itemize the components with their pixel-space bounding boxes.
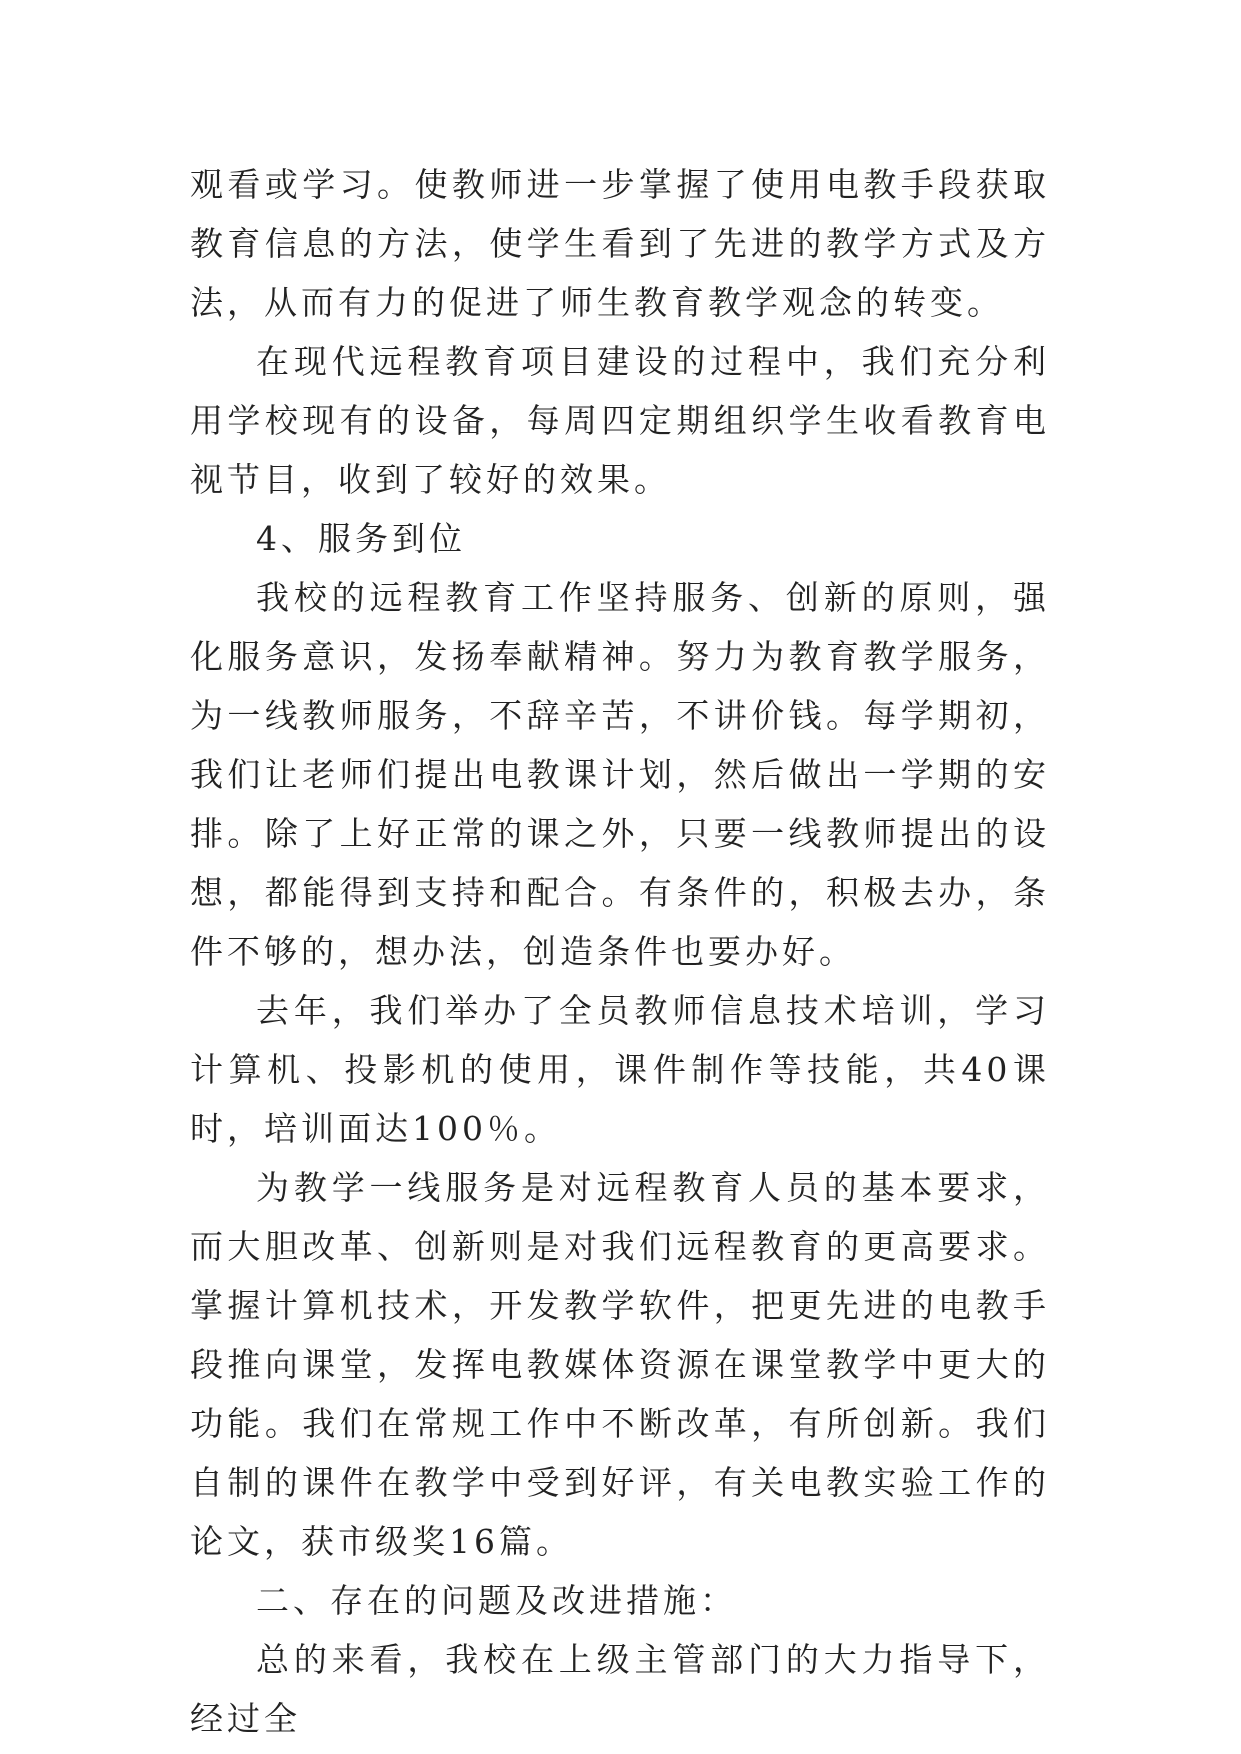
section-heading-service: 4、服务到位 [256,519,466,558]
section-heading-problems: 二、存在的问题及改进措施： [256,1581,737,1620]
paragraph-1: 观看或学习。使教师进一步掌握了使用电教手段获取教育信息的方法，使学生看到了先进的教学方式及方法，从而有力的促进了师生教育教学观念的转变。 [190,165,1050,322]
paragraph-2: 在现代远程教育项目建设的过程中，我们充分利用学校现有的设备，每周四定期组织学生收看教育电视节目，收到了较好的效果。 [190,342,1050,499]
paragraph-4: 去年，我们举办了全员教师信息技术培训，学习计算机、投影机的使用，课件制作等技能，共40课时，培训面达100％。 [190,991,1050,1148]
paragraph-6: 总的来看，我校在上级主管部门的大力指导下，经过全 [190,1640,1050,1738]
document-body [190,155,1050,1748]
paragraph-5: 为教学一线服务是对远程教育人员的基本要求，而大胆改革、创新则是对我们远程教育的更高要求。掌握计算机技术，开发教学软件，把更先进的电教手段推向课堂，发挥电教媒体资源在课堂教学中更大的功能。我们在常规工作中不断改革，有所创新。我们自制的课件在教学中受到好评，有关电教实验工作的论文，获市级奖16篇。 [190,1168,1050,1561]
paragraph-3: 我校的远程教育工作坚持服务、创新的原则，强化服务意识，发扬奉献精神。努力为教育教学服务，为一线教师服务，不辞辛苦，不讲价钱。每学期初，我们让老师们提出电教课计划，然后做出一学期的安排。除了上好正常的课之外，只要一线教师提出的设想，都能得到支持和配合。有条件的，积极去办，条件不够的，想办法，创造条件也要办好。 [190,578,1050,971]
